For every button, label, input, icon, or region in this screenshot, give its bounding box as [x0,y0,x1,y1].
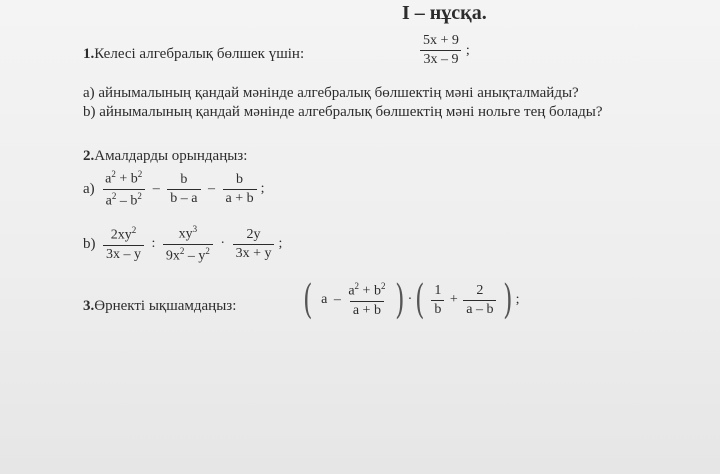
task3-prompt: Өрнекті ықшамдаңыз: [94,298,237,314]
task2-expression-b: b) $\frac{2xy^2}{3x - y}$ : $\frac{xy^3}{9x^2 - y^2}$ · $\frac{2y}{3x + y}$ ; [83,224,283,264]
task2-b-fraction3: $\frac{2y}{3x + y}$ [233,228,275,261]
task1-question-a: а) айнымалының қандай мәнінде алгебралық бөлшектің мәні анықталмайды? [83,85,579,101]
task1-denominator: 3x – 9 [420,50,461,67]
task2-a-fraction1: $\frac{a^2 + b^2}{a^2 - b^2}$ [102,170,145,208]
task1-numerator: 5x + 9 [423,33,459,48]
task3-fraction3: $\frac{2}{a - b}$ [463,284,496,317]
variant-title: I – нұсқа. [402,2,487,24]
task1-fraction: $\frac{5x + 9}{3x - 9}$ ; [420,34,474,67]
task3-heading [83,298,236,315]
task3-fraction2: $\frac{1}{b}$ [431,284,444,317]
task3-expression: ( a – $\frac{a^2 + b^2}{a + b}$ ) ·( $\frac{1}{b}$ + $\frac{2}{a - b}$ ) ; [303,277,520,323]
task2-a-label: а) [83,180,95,197]
task2-a-fraction3: $\frac{b}{a + b}$ [223,173,257,206]
left-paren-2: ( [415,277,425,323]
task1-prompt: Келесі алгебралық бөлшек үшін: [94,46,305,62]
task2-expression-a: а) $\frac{a^2 + b^2}{a^2 - b^2}$ – $\frac{b}{b - a}$ – $\frac{b}{a + b}$ ; [83,169,265,209]
left-paren: ( [303,277,313,323]
task2-b-fraction1: $\frac{2xy^2}{3x - y}$ [103,226,144,262]
task1-number: 1. [83,46,95,62]
task2-b-label: b) [83,235,96,252]
right-paren-2: ) [503,277,513,323]
task2-number: 2. [83,148,95,164]
task1-heading [83,46,304,63]
task3-fraction1: $\frac{a^2 + b^2}{a + b}$ [348,281,386,318]
right-paren: ) [395,277,405,323]
task1-question-b: b) айнымалының қандай мәнінде алгебралық бөлшектің мәні нольге тең болады? [83,104,603,120]
task2-b-fraction2: $\frac{xy^3}{9x^2 - y^2}$ [163,225,213,263]
task2-prompt: Амалдарды орындаңыз: [94,148,248,164]
task3-number: 3. [83,298,95,314]
task2-heading [83,148,247,165]
task2-a-fraction2: $\frac{b}{b - a}$ [167,173,200,206]
